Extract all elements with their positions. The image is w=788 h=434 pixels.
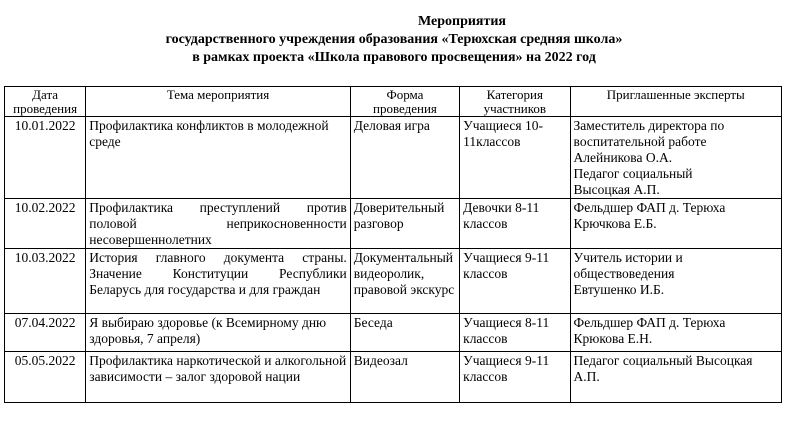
expert-line: Учитель истории и обществоведения xyxy=(573,250,683,281)
cell-experts xyxy=(570,199,781,249)
expert-line: Педагог социальный xyxy=(573,166,693,181)
expert-line: Алейникова О.А. xyxy=(573,150,673,165)
cell-form: Деловая игра xyxy=(350,117,459,199)
title-line-3: в рамках проекта «Школа правового просвещения» на 2022 год xyxy=(192,50,596,65)
expert-line: Высоцкая А.П. xyxy=(573,182,660,197)
cell-experts xyxy=(570,314,781,352)
cell-topic: Профилактика наркотической и алкогольной зависимости – залог здоровой нации xyxy=(86,352,351,403)
expert-line: Крюкова Е.Н. xyxy=(573,331,653,346)
header-topic: Тема мероприятия xyxy=(86,87,351,117)
title-line-2: государственного учреждения образования «Терюхская средняя школа» xyxy=(165,32,623,47)
expert-line: Крючкова Е.Б. xyxy=(573,216,657,231)
cell-experts xyxy=(570,249,781,314)
cell-category: Учащиеся 8-11 классов xyxy=(460,314,570,352)
cell-date: 10.03.2022 xyxy=(5,249,86,314)
cell-topic: Профилактика конфликтов в молодежной среде xyxy=(86,117,351,199)
title-line-1: Мероприятия xyxy=(417,14,507,29)
expert-line: Педагог социальный Высоцкая А.П. xyxy=(573,353,753,384)
table-row xyxy=(5,249,782,314)
cell-form: Документальный видеоролик, правовой экскурс xyxy=(350,249,459,314)
cell-date: 05.05.2022 xyxy=(5,352,86,403)
header-category: Категория участников xyxy=(460,87,570,117)
expert-line: Фельдшер ФАП д. Терюха xyxy=(573,315,726,330)
cell-date: 07.04.2022 xyxy=(5,314,86,352)
table-row xyxy=(5,117,782,199)
expert-line: Заместитель директора по воспитательной работе xyxy=(573,118,725,149)
cell-category: Учащиеся 9-11 классов xyxy=(460,249,570,314)
expert-line: Евтушенко И.Б. xyxy=(573,282,665,297)
cell-category: Девочки 8-11 классов xyxy=(460,199,570,249)
table-row xyxy=(5,352,782,403)
cell-topic: Я выбираю здоровье (к Всемирному дню здоровья, 7 апреля) xyxy=(86,314,351,352)
cell-topic: Профилактика преступлений против половой неприкосновенности несовершеннолетних xyxy=(86,199,351,249)
cell-topic: История главного документа страны. Значение Конституции Республики Беларусь для государства и для граждан xyxy=(86,249,351,314)
cell-date: 10.01.2022 xyxy=(5,117,86,199)
document-title xyxy=(0,13,788,67)
table-row xyxy=(5,314,782,352)
table-header-row xyxy=(5,87,782,117)
expert-line: Фельдшер ФАП д. Терюха xyxy=(573,200,726,215)
cell-experts xyxy=(570,352,781,403)
table-row xyxy=(5,199,782,249)
cell-experts xyxy=(570,117,781,199)
header-experts: Приглашенные эксперты xyxy=(570,87,781,117)
cell-form: Доверительный разговор xyxy=(350,199,459,249)
cell-date: 10.02.2022 xyxy=(5,199,86,249)
cell-form: Беседа xyxy=(350,314,459,352)
events-table xyxy=(4,86,782,403)
cell-category: Учащиеся 9-11 классов xyxy=(460,352,570,403)
header-date: Дата проведения xyxy=(5,87,86,117)
cell-form: Видеозал xyxy=(350,352,459,403)
header-form: Форма проведения xyxy=(350,87,459,117)
cell-category: Учащиеся 10-11классов xyxy=(460,117,570,199)
